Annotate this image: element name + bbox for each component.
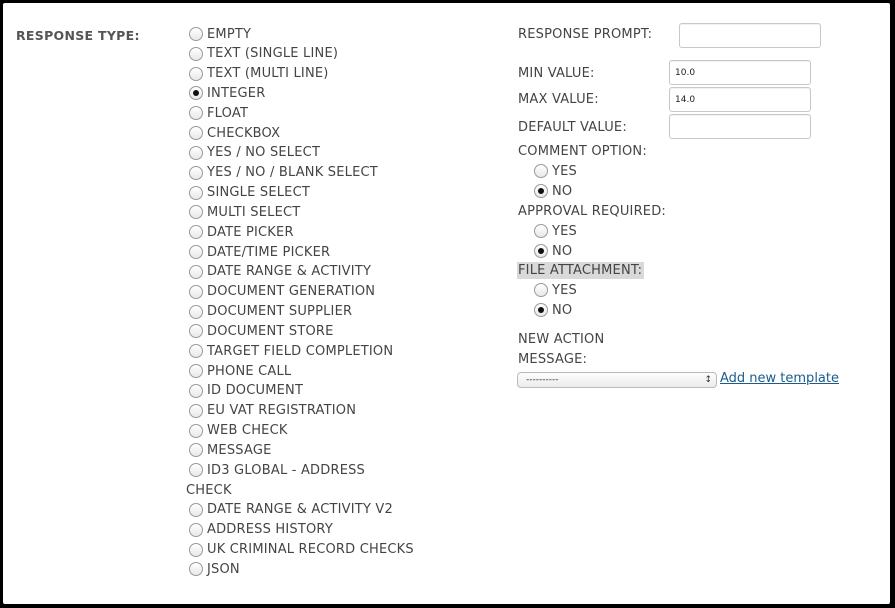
response-type-option[interactable] <box>189 123 280 143</box>
radio-checked-icon[interactable] <box>534 184 548 198</box>
response-type-option[interactable] <box>189 103 248 123</box>
response-type-option[interactable] <box>189 440 272 460</box>
radio-checked-icon[interactable] <box>534 244 548 258</box>
response-type-option-label: CHECKBOX <box>207 125 281 141</box>
radio-icon[interactable] <box>189 523 203 537</box>
max-value-label: MAX VALUE: <box>518 92 599 107</box>
response-type-option[interactable] <box>189 64 329 84</box>
radio-icon[interactable] <box>189 424 203 438</box>
response-type-option[interactable] <box>189 163 378 183</box>
response-type-option-label: ID DOCUMENT <box>207 383 304 399</box>
add-new-template-link[interactable]: Add new template <box>720 371 839 386</box>
default-value-label: DEFAULT VALUE: <box>518 120 627 135</box>
response-type-option-label: MESSAGE <box>207 442 272 458</box>
response-type-option-label: DOCUMENT GENERATION <box>207 284 376 300</box>
message-template-selected: ---------- <box>526 375 559 385</box>
radio-icon[interactable] <box>189 404 203 418</box>
comment-option-label: COMMENT OPTION: <box>518 144 647 159</box>
response-type-option-label: JSON <box>207 561 240 577</box>
radio-icon[interactable] <box>189 146 203 160</box>
response-prompt-input[interactable] <box>679 23 821 48</box>
response-type-option-label: TEXT (SINGLE LINE) <box>207 46 339 62</box>
radio-icon[interactable] <box>534 164 548 178</box>
radio-icon[interactable] <box>189 543 203 557</box>
radio-icon[interactable] <box>189 285 203 299</box>
max-value-input[interactable]: 14.0 <box>669 87 811 112</box>
radio-icon[interactable] <box>189 305 203 319</box>
file-attachment-no-label: NO <box>552 302 573 318</box>
radio-icon[interactable] <box>189 463 203 477</box>
message-template-select[interactable] <box>517 372 717 388</box>
response-type-option-label: ADDRESS HISTORY <box>207 522 333 538</box>
radio-icon[interactable] <box>534 283 548 297</box>
response-type-option-label: FLOAT <box>207 105 249 121</box>
response-type-option-label: WEB CHECK <box>207 423 288 439</box>
approval-required-yes-label: YES <box>552 223 578 239</box>
response-type-option-label: DOCUMENT STORE <box>207 323 334 339</box>
file-attachment-yes-label: YES <box>552 282 578 298</box>
response-type-option[interactable] <box>189 500 393 520</box>
radio-icon[interactable] <box>189 225 203 239</box>
radio-icon[interactable] <box>189 265 203 279</box>
radio-icon[interactable] <box>189 186 203 200</box>
response-type-option[interactable] <box>189 341 393 361</box>
response-type-option[interactable] <box>189 242 330 262</box>
response-prompt-label: RESPONSE PROMPT: <box>518 27 653 42</box>
response-type-option-label: TEXT (MULTI LINE) <box>207 66 329 82</box>
default-value-input[interactable] <box>669 114 811 139</box>
response-type-option[interactable] <box>189 222 294 242</box>
response-type-option-label: DATE/TIME PICKER <box>207 244 331 260</box>
response-type-option[interactable] <box>189 381 303 401</box>
radio-icon[interactable] <box>189 205 203 219</box>
file-attachment-yes[interactable] <box>534 280 577 300</box>
response-type-option[interactable] <box>189 44 338 64</box>
response-type-option-label: DATE RANGE & ACTIVITY <box>207 264 372 280</box>
radio-icon[interactable] <box>189 364 203 378</box>
radio-icon[interactable] <box>189 324 203 338</box>
radio-icon[interactable] <box>189 106 203 120</box>
response-type-option[interactable] <box>189 401 356 421</box>
response-type-option-label: SINGLE SELECT <box>207 185 311 201</box>
radio-icon[interactable] <box>534 224 548 238</box>
comment-option-no-label: NO <box>552 183 573 199</box>
response-type-option-label: MULTI SELECT <box>207 204 301 220</box>
response-type-option[interactable] <box>189 520 333 540</box>
response-type-option-label: YES / NO SELECT <box>207 145 321 161</box>
radio-icon[interactable] <box>189 503 203 517</box>
response-type-option-label: YES / NO / BLANK SELECT <box>207 165 378 181</box>
response-type-option-label: DOCUMENT SUPPLIER <box>207 304 353 320</box>
approval-required-no[interactable] <box>534 241 572 261</box>
response-type-option[interactable] <box>189 183 310 203</box>
approval-required-yes[interactable] <box>534 221 577 241</box>
response-type-option-label: TARGET FIELD COMPLETION <box>207 343 394 359</box>
response-type-label: RESPONSE TYPE: <box>16 28 140 43</box>
radio-icon[interactable] <box>189 344 203 358</box>
radio-icon[interactable] <box>189 67 203 81</box>
select-arrows-icon: ↕ <box>704 375 712 385</box>
radio-icon[interactable] <box>189 562 203 576</box>
radio-icon[interactable] <box>189 245 203 259</box>
response-type-option[interactable] <box>189 262 371 282</box>
response-type-option-label: DATE PICKER <box>207 224 294 240</box>
file-attachment-no[interactable] <box>534 300 572 320</box>
comment-option-no[interactable] <box>534 181 572 201</box>
min-value-label: MIN VALUE: <box>518 66 595 81</box>
approval-required-label: APPROVAL REQUIRED: <box>518 204 667 219</box>
response-type-option[interactable] <box>189 143 320 163</box>
radio-checked-icon[interactable] <box>189 86 203 100</box>
response-type-option[interactable] <box>189 24 251 44</box>
response-type-option[interactable] <box>189 361 291 381</box>
response-type-option[interactable] <box>189 302 352 322</box>
response-type-wrap-text: CHECK <box>186 483 232 499</box>
response-type-option-label: EU VAT REGISTRATION <box>207 403 357 419</box>
response-type-option-label: UK CRIMINAL RECORD CHECKS <box>207 542 414 558</box>
comment-option-yes[interactable] <box>534 161 577 181</box>
response-type-option[interactable] <box>189 202 300 222</box>
response-type-option[interactable] <box>189 282 375 302</box>
response-type-option[interactable] <box>189 321 334 341</box>
radio-icon[interactable] <box>189 384 203 398</box>
radio-checked-icon[interactable] <box>534 303 548 317</box>
response-type-option[interactable] <box>189 83 265 103</box>
response-type-option-label: DATE RANGE & ACTIVITY V2 <box>207 502 393 518</box>
comment-option-yes-label: YES <box>552 163 578 179</box>
response-type-option[interactable] <box>189 559 240 579</box>
approval-required-no-label: NO <box>552 243 573 259</box>
response-type-option-label: PHONE CALL <box>207 363 292 379</box>
response-type-option-label: ID3 GLOBAL - ADDRESS <box>207 462 366 478</box>
response-type-option-label: INTEGER <box>207 85 266 101</box>
new-action-label-line2: MESSAGE: <box>518 352 588 367</box>
response-type-option[interactable] <box>189 421 288 441</box>
radio-icon[interactable] <box>189 166 203 180</box>
file-attachment-label: FILE ATTACHMENT: <box>518 263 643 278</box>
radio-icon[interactable] <box>189 443 203 457</box>
radio-icon[interactable] <box>189 126 203 140</box>
new-action-label-line1: NEW ACTION <box>518 332 605 347</box>
response-type-option[interactable] <box>189 540 414 560</box>
min-value-input[interactable]: 10.0 <box>669 60 811 85</box>
radio-icon[interactable] <box>189 47 203 61</box>
response-type-option-label: EMPTY <box>207 26 252 42</box>
form-panel <box>3 3 890 604</box>
response-type-option[interactable] <box>189 460 365 480</box>
radio-icon[interactable] <box>189 27 203 41</box>
